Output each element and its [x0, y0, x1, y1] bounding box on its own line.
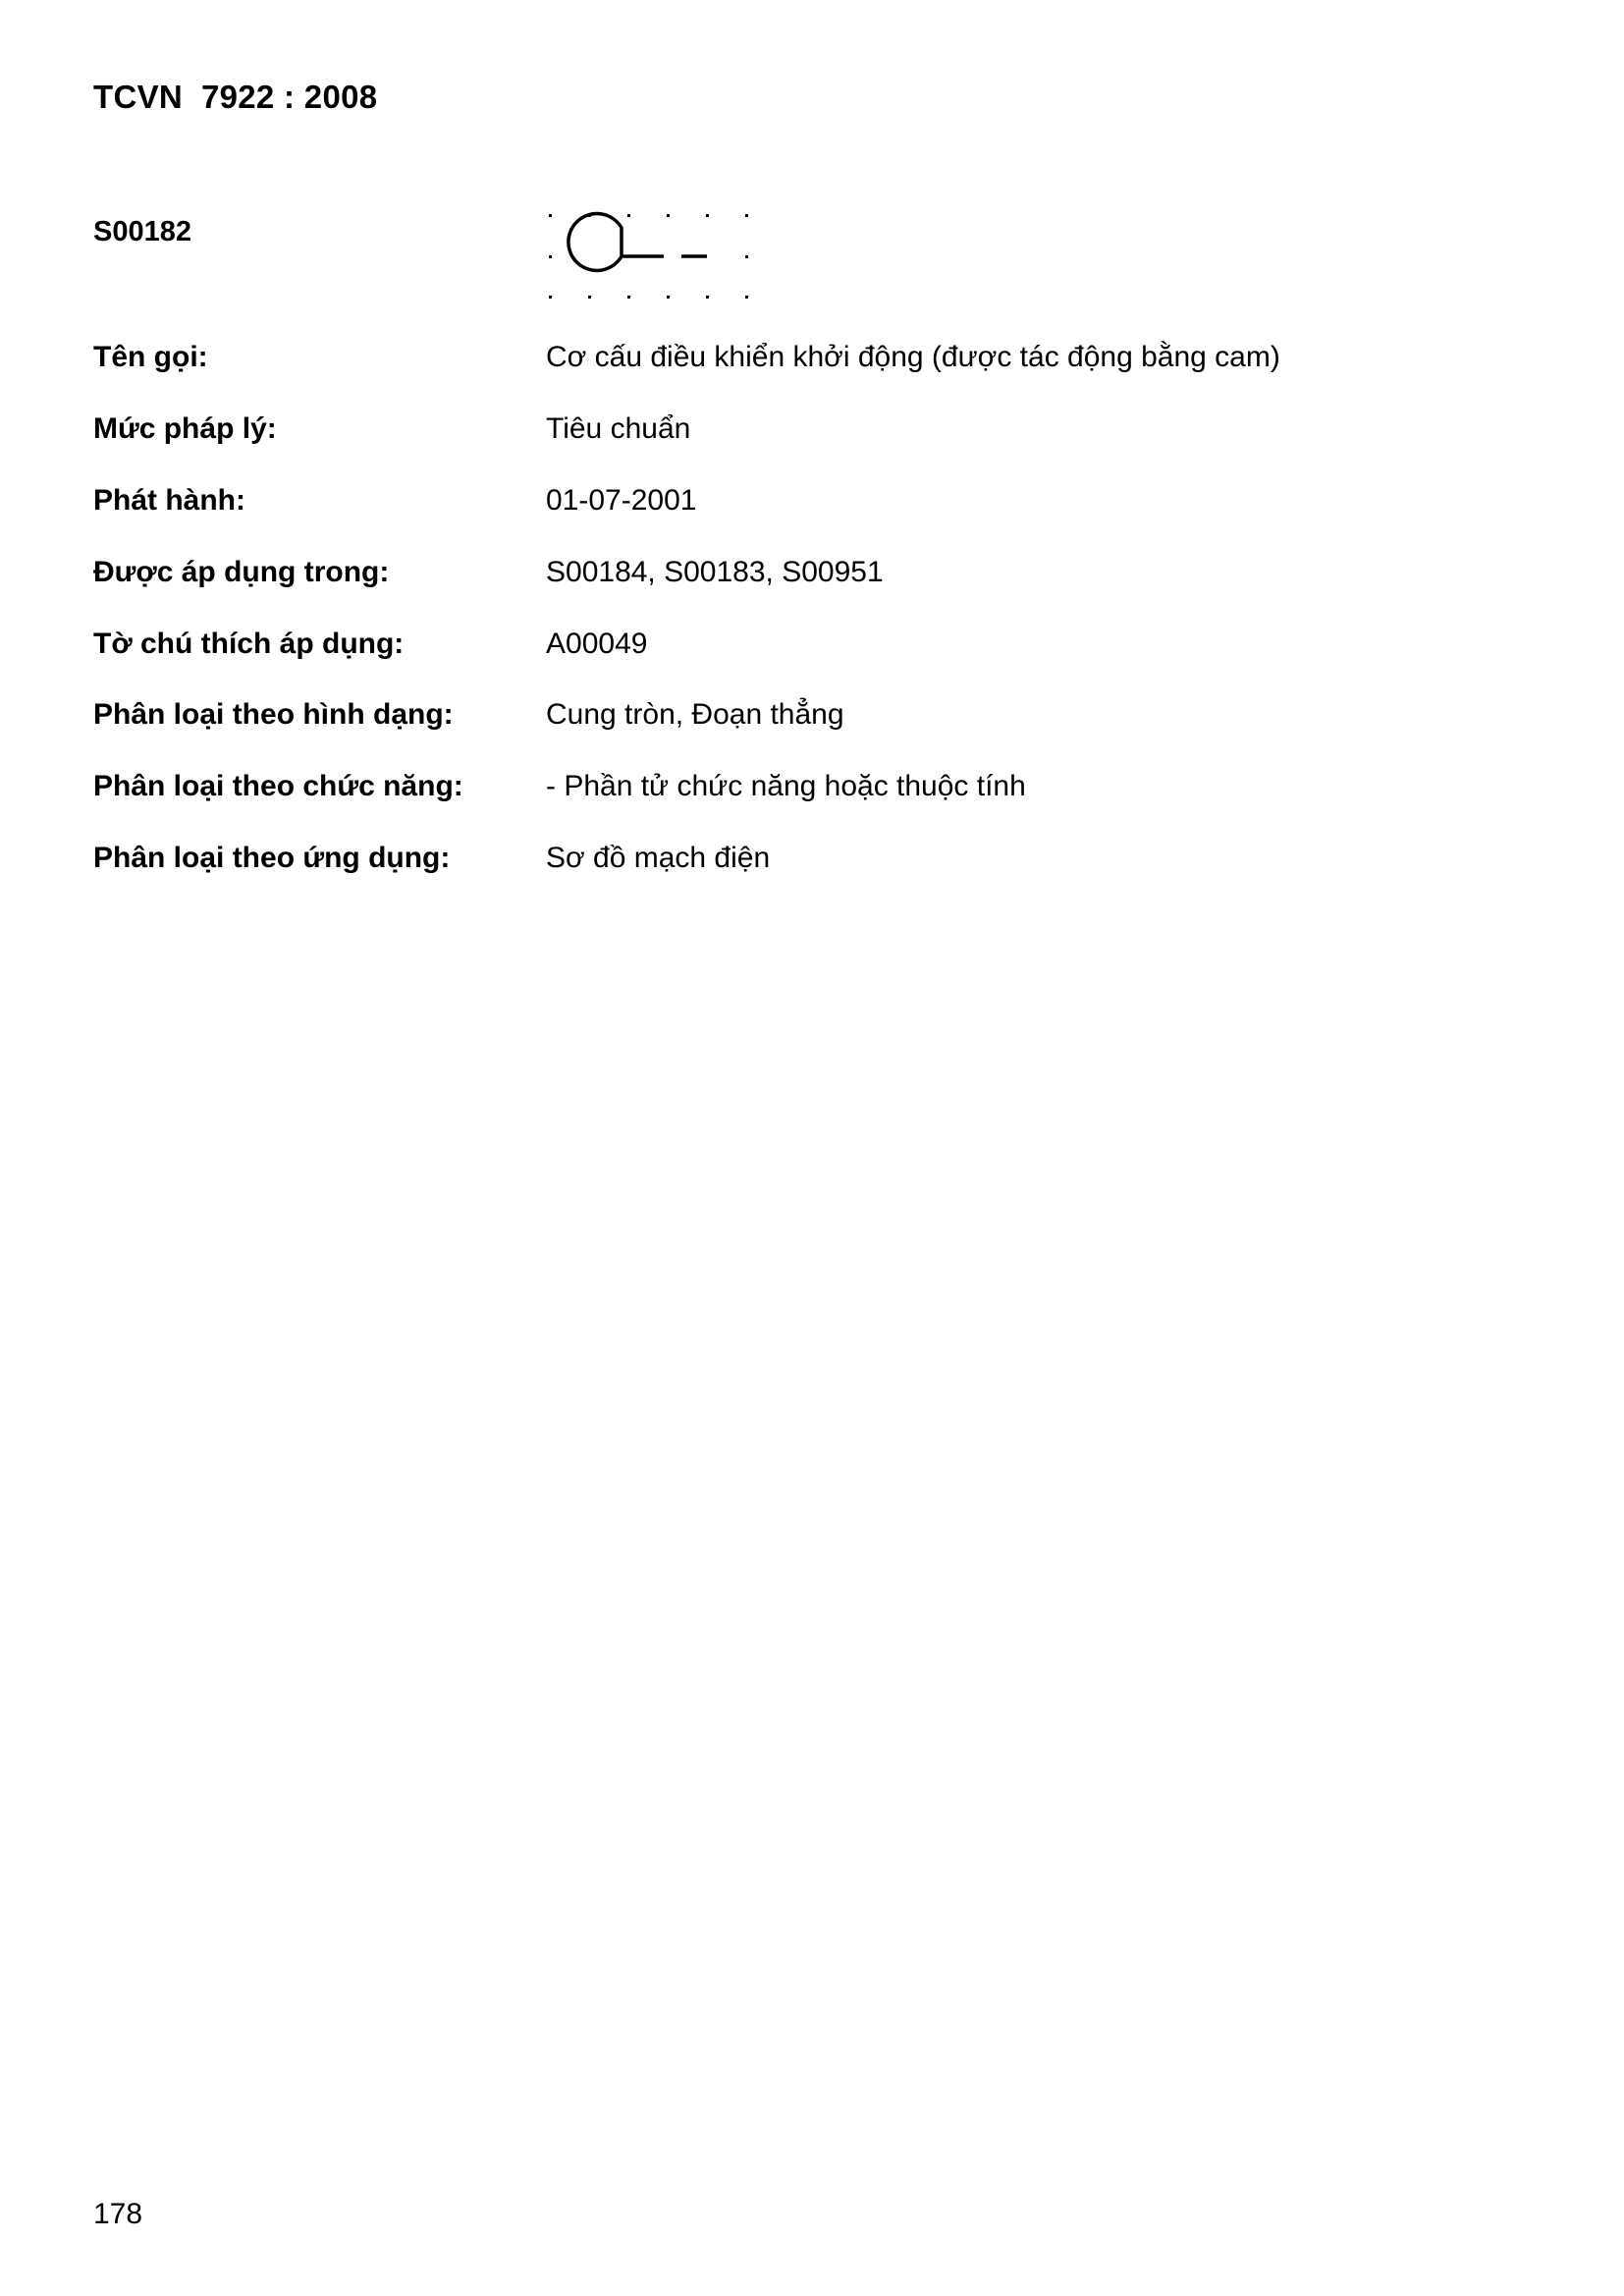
field-row-applied-in	[0, 556, 1624, 605]
field-row-shape-class	[0, 698, 1624, 747]
field-value: 01-07-2001	[546, 484, 697, 517]
field-value: Cung tròn, Đoạn thẳng	[546, 698, 844, 731]
field-value: A00049	[546, 628, 648, 660]
field-value: - Phần tử chức năng hoặc thuộc tính	[546, 770, 1026, 802]
field-value: Tiêu chuẩn	[546, 412, 691, 445]
page-number: 178	[93, 2198, 143, 2230]
field-label: Tên gọi:	[93, 341, 208, 373]
field-label: Mức pháp lý:	[93, 412, 277, 445]
field-label: Phát hành:	[93, 484, 245, 517]
field-label: Được áp dụng trong:	[93, 556, 390, 588]
cam-symbol-graphic	[538, 201, 759, 304]
cam-arc	[568, 214, 622, 271]
field-row-application-class	[0, 842, 1624, 891]
field-label: Tờ chú thích áp dụng:	[93, 628, 405, 660]
field-value: S00184, S00183, S00951	[546, 556, 884, 588]
symbol-code: S00182	[93, 216, 191, 247]
document-header: TCVN 7922 : 2008	[93, 79, 378, 115]
field-value: Cơ cấu điều khiển khởi động (được tác động bằng cam)	[546, 341, 1280, 373]
field-row-function-class	[0, 770, 1624, 819]
field-label: Phân loại theo hình dạng:	[93, 698, 454, 731]
field-label: Phân loại theo ứng dụng:	[93, 842, 451, 874]
field-row-issued	[0, 484, 1624, 533]
field-value: Sơ đồ mạch điện	[546, 842, 771, 874]
field-row-name	[0, 341, 1624, 390]
field-label: Phân loại theo chức năng:	[93, 770, 463, 802]
field-row-annotation-sheet	[0, 628, 1624, 677]
field-row-legal-level	[0, 412, 1624, 462]
